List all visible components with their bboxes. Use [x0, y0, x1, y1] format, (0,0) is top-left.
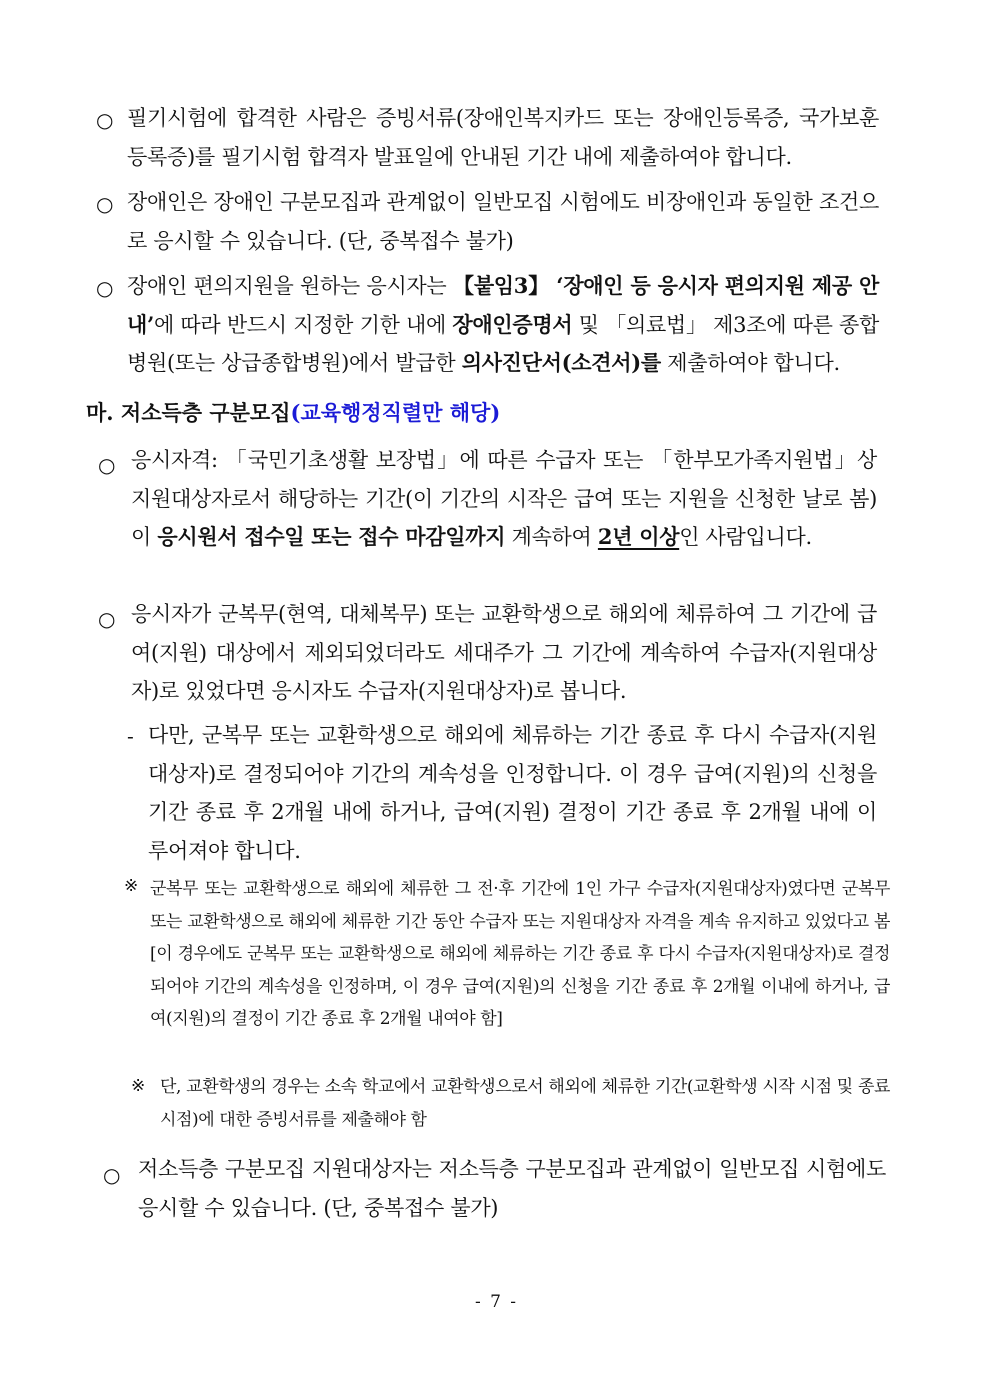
- bullet-circle: ○: [98, 607, 116, 631]
- section-heading-accent: (교육행정직렬만 해당): [290, 400, 501, 425]
- text-segment: 에 따라 반드시 지정한 기한 내에: [154, 312, 453, 337]
- underlined-duration: 2년 이상: [597, 524, 680, 549]
- bullet-circle: ○: [103, 1163, 121, 1187]
- text-segment: 인 사람입니다.: [679, 525, 812, 549]
- bold-disability-certificate: 장애인증명서: [452, 311, 573, 337]
- bullet-circle: ○: [96, 108, 114, 132]
- paragraph-military-exchange: 응시자가 군복무(현역, 대체복무) 또는 교환학생으로 해외에 체류하여 그 기간에 급여(지원) 대상에서 제외되었더라도 세대주가 그 기간에 계속하여 수급자(지원대상자)로 있었다면 응시자도 수급자(지원대상자)로 봅니다.: [131, 602, 877, 703]
- bold-attachment-reference: 【붙임3】 ‘장애인 등 응시자 편의지원 제공 안내’: [127, 273, 879, 337]
- page-number: - 7 -: [474, 1292, 519, 1312]
- paragraph-eligibility: [131, 441, 877, 557]
- bullet-circle: ○: [96, 276, 114, 300]
- note-marker: ※: [131, 1076, 146, 1096]
- text-segment: 및 「의료법」 제3조에 따른 종합병원(또는 상급종합병원)에서 발급한: [127, 312, 879, 375]
- bullet-circle: ○: [98, 453, 116, 477]
- note-exchange-student: 단, 교환학생의 경우는 소속 학교에서 교환학생으로서 해외에 체류한 기간(교환학생 시작 시점 및 종료시점)에 대한 증빙서류를 제출해야 함: [160, 1077, 890, 1130]
- paragraph-low-income-general: 저소득층 구분모집 지원대상자는 저소득층 구분모집과 관계없이 일반모집 시험에도 응시할 수 있습니다. (단, 중복접수 불가): [138, 1157, 886, 1220]
- note-marker: ※: [124, 876, 139, 896]
- note-single-household: 군복무 또는 교환학생으로 해외에 체류한 그 전·후 기간에 1인 가구 수급자(지원대상자)였다면 군복무 또는 교환학생으로 해외에 체류한 기간 동안 수급자 또는 지원대상자 자격을 계속 유지하고 있었다고 봄 [이 경우에도 군복무 또는 교환학생으로 해외에 체류하는 기간 종료 후 다시 수급자(지원대상자)로 결정되어야 기간의 계속성을 인정하며, 이 경우 급여(지원)의 신청을 기간 종료 후 2개월 이내에 하거나, 급여(지원)의 결정이 기간 종료 후 2개월 내여야 함]: [150, 879, 890, 1029]
- bold-medical-certificate: 의사진단서(소견서)를: [461, 350, 661, 375]
- dash-marker: -: [127, 724, 134, 748]
- paragraph-continuity: 다만, 군복무 또는 교환학생으로 해외에 체류하는 기간 종료 후 다시 수급자(지원대상자)로 결정되어야 기간의 계속성을 인정합니다. 이 경우 급여(지원)의 신청을 기간 종료 후 2개월 내에 하거나, 급여(지원) 결정이 기간 종료 후 2개월 내에 이루어져야 합니다.: [148, 723, 877, 863]
- bold-deadline: 응시원서 접수일 또는 접수 마감일까지: [157, 524, 506, 549]
- section-heading: [86, 397, 500, 427]
- text-segment: 장애인 편의지원을 원하는 응시자는: [127, 274, 453, 298]
- paragraph-text: 장애인은 장애인 구분모집과 관계없이 일반모집 시험에도 비장애인과 동일한 조건으로 응시할 수 있습니다. (단, 중복접수 불가): [127, 190, 879, 253]
- text-segment: 제출하여야 합니다.: [660, 351, 840, 375]
- paragraph-disabled-general-application: [127, 183, 879, 260]
- section-heading-label: 마. 저소득층 구분모집: [86, 400, 291, 425]
- bullet-circle: ○: [96, 192, 114, 216]
- text-segment: 응시자격: 「국민기초생활 보장법」에 따른 수급자 또는 「한부모가족지원법」상 지원대상자로서 해당하는 기간(이 기간의 시작은 급여 또는 지원을 신청한 날로 봄)이: [131, 448, 877, 549]
- text-segment: 계속하여: [505, 525, 598, 549]
- paragraph-document-submission: 필기시험에 합격한 사람은 증빙서류(장애인복지카드 또는 장애인등록증, 국가보훈등록증)를 필기시험 합격자 발표일에 안내된 기간 내에 제출하여야 합니다.: [127, 106, 879, 169]
- paragraph-accommodation-support: [127, 267, 879, 383]
